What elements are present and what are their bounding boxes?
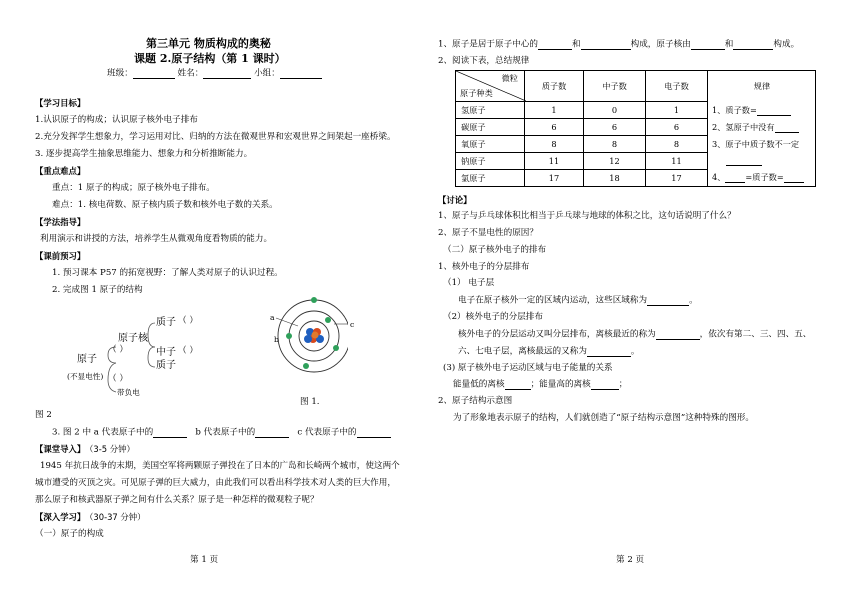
atom-model-icon — [268, 296, 348, 376]
answer-q1-3[interactable] — [691, 40, 725, 50]
class-label: 班级： — [107, 68, 133, 79]
student-info — [107, 69, 322, 79]
deep-subsection: （一）原子的构成 — [35, 529, 104, 539]
key-point-1: 重点：1 原子的构成；原子核外电子排布。 — [52, 183, 215, 193]
neutral-label: (不显电性) — [67, 372, 104, 381]
section-electron-arrangement: （二）原子核外电子的排布 — [443, 245, 547, 255]
negative-label: 带负电 — [117, 388, 140, 397]
intro-line-3: 那么原子和核武器原子弹之间有什么关系？原子是一种怎样的微观粒子呢？ — [35, 495, 319, 505]
proton-label: 质子 — [156, 317, 176, 328]
guide-text: 利用演示和讲授的方法，培养学生从微观角度看物质的能力。 — [40, 234, 273, 244]
electron-label: 质子 — [156, 360, 176, 371]
goal-1: 1.认识原子的构成；认识原子核外电子排布 — [35, 115, 198, 125]
table-row: 钠原子 11 12 11 — [456, 153, 816, 170]
intro-line-2: 城市遭受的灭顶之灾。可见原子弹的巨大威力，由此我们可以看出科学技术对人类的巨大作用， — [35, 478, 396, 488]
preview-header: 【课前预习】 — [35, 251, 86, 261]
answer-b[interactable] — [255, 428, 289, 438]
atom-table — [455, 70, 816, 187]
name-label: 姓名： — [177, 68, 204, 79]
label-b: b — [274, 335, 279, 344]
group-field[interactable] — [280, 69, 322, 79]
class-field[interactable] — [133, 69, 175, 79]
atom-label: 原子 — [77, 354, 97, 365]
goal-3: 3. 逐步提高学生抽象思维能力、想象力和分析推断能力。 — [35, 149, 253, 159]
header-neutrons: 中子数 — [584, 71, 646, 102]
question-3: 3. 图 2 中 a 代表原子中的 b 代表原子中的 c 代表原子中的 — [52, 428, 391, 438]
key-point-2: 难点：1. 核电荷数、原子核内质子数和核外电子数的关系。 — [52, 200, 278, 210]
preview-2: 2. 完成图 1 原子的结构 — [52, 285, 143, 295]
answer-c[interactable] — [357, 428, 391, 438]
page-number-2: 第 2 页 — [616, 555, 645, 565]
label-a: a — [270, 313, 275, 322]
table-row: 氯原子 17 18 17 4、 =质子数= — [456, 170, 816, 187]
electron-shell: （1） 电子层 — [443, 278, 495, 288]
answer-a[interactable] — [153, 428, 187, 438]
electron-paren[interactable]: （ ） — [108, 374, 128, 384]
rule-2[interactable]: 2、氢原子中没有 — [708, 119, 816, 136]
proton-paren[interactable]: （ ） — [178, 316, 198, 326]
neutron-label: 中子 — [156, 347, 176, 358]
rule-4[interactable]: 4、 =质子数= — [708, 170, 816, 187]
group-label: 小组： — [254, 68, 280, 79]
question-1: 1、原子是居于原子中心的 和 构成，原子核由 和 构成。 — [438, 39, 800, 50]
table-row: 氢原子 1 0 1 1、质子数= — [456, 102, 816, 119]
figure-1-caption: 图 1. — [300, 397, 320, 407]
goals-header: 【学习目标】 — [35, 98, 86, 108]
structure-diagram-heading: 2、原子结构示意图 — [438, 396, 513, 406]
atom-structure-diagram — [64, 305, 244, 400]
preview-1: 1. 预习课本 P57 的拓宽视野：了解人类对原子的认识过程。 — [52, 268, 283, 278]
rule-1[interactable]: 1、质子数= — [708, 102, 816, 119]
shell-arrangement-text-1: 核外电子的分层运动又叫分层排布，离核最近的称为 ，依次有第二、三、四、五、 — [458, 329, 812, 340]
discuss-2: 2、原子不显电性的原因？ — [438, 228, 538, 238]
intro-line-1: 1945 年抗日战争的末期，美国空军将两颗原子弹投在了日本的广岛和长崎两个城市，使这两个 — [40, 461, 400, 471]
neutron-paren[interactable]: （ ） — [178, 346, 198, 356]
header-electrons: 电子数 — [646, 71, 708, 102]
answer-q1-4[interactable] — [733, 40, 773, 50]
deep-header: 【深入学习】 （30-37 分钟） — [35, 512, 146, 522]
label-c: c — [350, 320, 355, 329]
table-corner: 微粒 原子种类 — [456, 71, 525, 102]
figure-2-caption: 图 2 — [35, 410, 52, 420]
table-row: 氧原子 8 8 8 3、原子中质子数不一定 — [456, 136, 816, 153]
goal-2: 2.充分发挥学生想象力，学习运用对比、归纳的方法在微观世界和宏观世界之间架起一座桥梁。 — [35, 132, 396, 142]
unit-title: 第三单元 物质构成的奥秘 — [146, 37, 271, 50]
discuss-1: 1、原子与乒乓球体积比相当于乒乓球与地球的体积之比，这句话说明了什么？ — [438, 211, 736, 221]
answer-q1-2[interactable] — [581, 40, 631, 50]
rule-3-blank[interactable] — [708, 153, 816, 170]
discuss-header: 【讨论】 — [438, 195, 472, 205]
shell-arrangement-text-2: 六、七电子层，离核最远的又称为 。 — [458, 346, 640, 357]
answer-low-energy[interactable] — [505, 380, 531, 390]
intro-header: 【课堂导入】 （3-5 分钟） — [35, 444, 135, 454]
answer-shell[interactable] — [647, 296, 689, 306]
lesson-title: 课题 2.原子结构（第 1 课时） — [134, 52, 286, 65]
header-protons: 质子数 — [525, 71, 584, 102]
answer-q1-1[interactable] — [538, 40, 572, 50]
structure-diagram-text: 为了形象地表示原子的结构，人们就创造了“原子结构示意图”这种特殊的图形。 — [453, 413, 754, 423]
guide-header: 【学法指导】 — [35, 217, 86, 227]
name-field[interactable] — [203, 69, 251, 79]
answer-nearest[interactable] — [656, 330, 700, 340]
header-rule: 规律 — [708, 71, 816, 102]
page-number-1: 第 1 页 — [190, 555, 219, 565]
layered-arrangement: 1、核外电子的分层排布 — [438, 262, 530, 272]
table-row: 碳原子 6 6 6 2、氢原子中没有 — [456, 119, 816, 136]
answer-high-energy[interactable] — [591, 380, 619, 390]
energy-relation: (3) 原子核外电子运动区域与电子能量的关系 — [443, 363, 613, 373]
key-header: 【重点难点】 — [35, 166, 86, 176]
question-2: 2、阅读下表，总结规律 — [438, 56, 530, 66]
energy-relation-text: 能量低的离核 ；能量高的离核 ； — [453, 379, 628, 390]
rule-3[interactable]: 3、原子中质子数不一定 — [708, 136, 816, 153]
shell-arrangement: （2）核外电子的分层排布 — [443, 312, 543, 322]
answer-farthest[interactable] — [587, 347, 631, 357]
nucleus-paren[interactable]: （ ） — [108, 345, 128, 355]
nucleus-label: 原子核 — [118, 333, 148, 344]
electron-shell-text: 电子在原子核外一定的区域内运动，这些区域称为 。 — [458, 295, 698, 306]
